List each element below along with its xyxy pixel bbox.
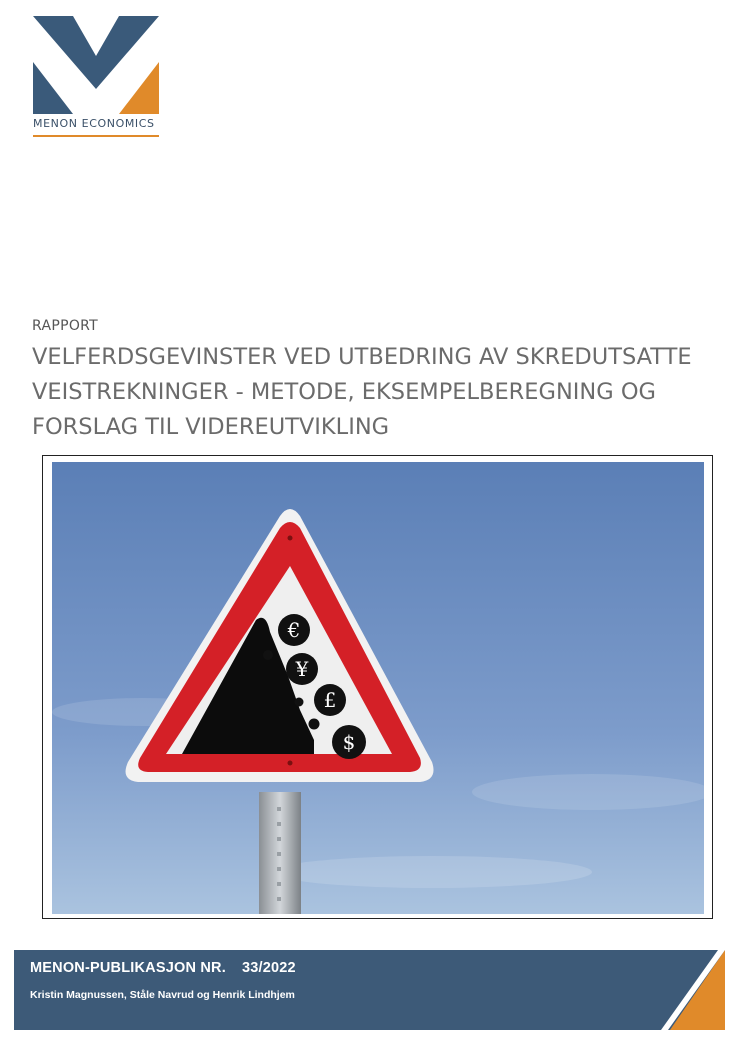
- report-title-line: VEISTREKNINGER - METODE, EKSEMPELBEREGNING OG: [32, 379, 656, 405]
- logo-underline: [33, 135, 159, 137]
- publication-line: [30, 960, 296, 976]
- yen-icon: ¥: [295, 657, 309, 681]
- report-label: RAPPORT: [32, 318, 99, 334]
- report-title-line: FORSLAG TIL VIDEREUTVIKLING: [32, 414, 390, 440]
- menon-logo: [33, 16, 159, 142]
- footer-band: [14, 950, 725, 1030]
- menon-logo-mark-icon: [33, 16, 159, 114]
- company-name: MENON ECONOMICS: [33, 117, 155, 130]
- report-title: [32, 340, 722, 445]
- euro-icon: €: [287, 618, 301, 642]
- publication-number: 33/2022: [241, 960, 296, 976]
- warning-sign-falling-rocks-icon: [52, 462, 704, 914]
- authors: Kristin Magnussen, Ståle Navrud og Henrik Lindhjem: [30, 989, 295, 1001]
- report-title-line: VELFERDSGEVINSTER VED UTBEDRING AV SKREDUTSATTE: [32, 344, 692, 370]
- pound-icon: £: [323, 688, 337, 712]
- cover-image: [52, 462, 704, 914]
- publication-label: MENON-PUBLIKASJON NR.: [30, 960, 226, 976]
- cover-image-frame: [42, 455, 713, 919]
- dollar-icon: $: [342, 730, 356, 754]
